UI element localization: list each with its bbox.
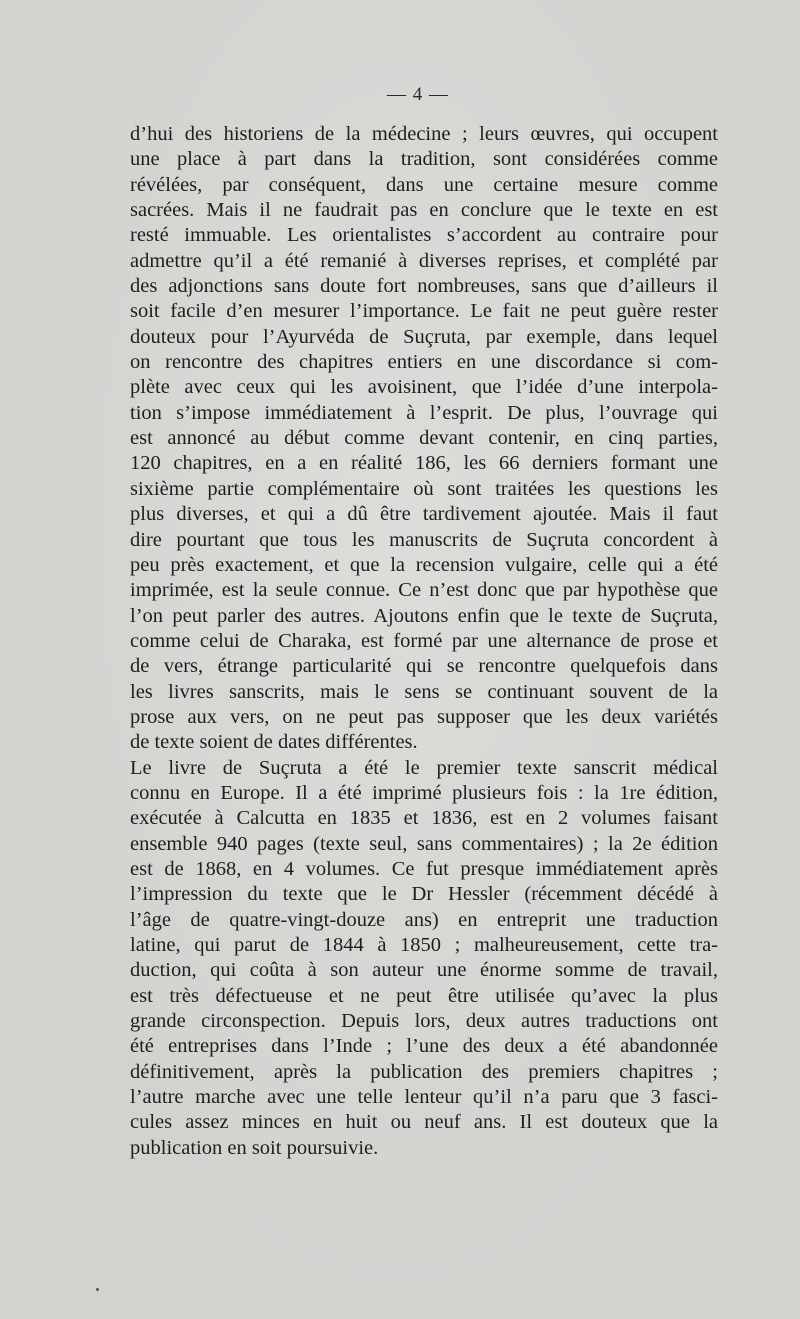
text-line: sacrées. Mais il ne faudrait pas en conclure que le texte en est [130,199,718,222]
text-line: l’âge de quatre-vingt-douze ans) en entreprit une traduction [130,908,718,931]
text-line: Le livre de Suçruta a été le premier texte sanscrit médical [130,756,718,779]
paper-speck [96,1288,99,1291]
text-line: est de 1868, en 4 volumes. Ce fut presque immédiatement après [130,857,718,880]
text-line: sixième partie complémentaire où sont traitées les questions les [130,477,718,500]
text-line: est très défectueuse et ne peut être utilisée qu’avec la plus [130,984,718,1007]
text-line: on rencontre des chapitres entiers en une discordance si com- [130,351,718,374]
text-line: prose aux vers, on ne peut pas supposer que les deux variétés [130,705,718,728]
text-line: l’impression du texte que le Dr Hessler (récemment décédé à [130,883,718,906]
text-line: plète avec ceux qui les avoisinent, que l’idée d’une interpola- [130,376,718,399]
text-line: publication en soit poursuivie. [130,1136,379,1159]
text-line: été entreprises dans l’Inde ; l’une des deux a été abandonnée [130,1035,718,1058]
text-line: latine, qui parut de 1844 à 1850 ; malheureusement, cette tra- [130,934,718,956]
text-line: l’on peut parler des autres. Ajoutons enfin que le texte de Suçruta, [130,604,718,627]
text-line: ensemble 940 pages (texte seul, sans commentaires) ; la 2e édition [130,832,718,855]
text-line: cules assez minces en huit ou neuf ans. Il est douteux que la [130,1111,718,1134]
text-line: une place à part dans la tradition, sont considérées comme [130,148,718,171]
text-line: révélées, par conséquent, dans une certaine mesure comme [130,173,718,196]
text-line: tion s’impose immédiatement à l’esprit. De plus, l’ouvrage qui [130,401,718,424]
text-line: 120 chapitres, en a en réalité 186, les 66 derniers formant une [130,452,718,475]
text-line: de texte soient de dates différentes. [130,731,418,754]
body-text [130,122,718,1161]
text-line: d’hui des historiens de la médecine ; leurs œuvres, qui occupent [130,123,718,145]
text-line: définitivement, après la publication des premiers chapitres ; [130,1060,718,1083]
text-line: exécutée à Calcutta en 1835 et 1836, est en 2 volumes faisant [130,807,718,830]
text-line: resté immuable. Les orientalistes s’accordent au contraire pour [130,224,718,247]
text-line: soit facile d’en mesurer l’importance. Le fait ne peut guère rester [130,300,718,323]
text-line: admettre qu’il a été remanié à diverses reprises, et complété par [130,249,718,272]
text-line: duction, qui coûta à son auteur une énorme somme de travail, [130,959,718,982]
text-line: de vers, étrange particularité qui se rencontre quelquefois dans [130,655,718,678]
text-line: les livres sanscrits, mais le sens se continuant souvent de la [130,680,718,703]
text-line: des adjonctions sans doute fort nombreuses, sans que d’ailleurs il [130,275,718,298]
text-line: dire pourtant que tous les manuscrits de Suçruta concordent à [130,528,718,551]
text-line: grande circonspection. Depuis lors, deux autres traductions ont [130,1010,718,1033]
text-line: plus diverses, et qui a dû être tardivement ajoutée. Mais il faut [130,503,718,526]
text-line: comme celui de Charaka, est formé par une alternance de prose et [130,629,718,652]
text-line: connu en Europe. Il a été imprimé plusieurs fois : la 1re édition, [130,781,718,804]
text-line: douteux pour l’Ayurvéda de Suçruta, par exemple, dans lequel [130,325,718,348]
text-line: l’autre marche avec une telle lenteur qu’il n’a paru que 3 fasci- [130,1086,718,1109]
text-line: peu près exactement, et que la recension vulgaire, celle qui a été [130,553,718,576]
text-line: imprimée, est la seule connue. Ce n’est donc que par hypothèse que [130,579,718,602]
text-line: est annoncé au début comme devant contenir, en cinq parties, [130,427,718,450]
page-number: — 4 — [387,84,449,105]
